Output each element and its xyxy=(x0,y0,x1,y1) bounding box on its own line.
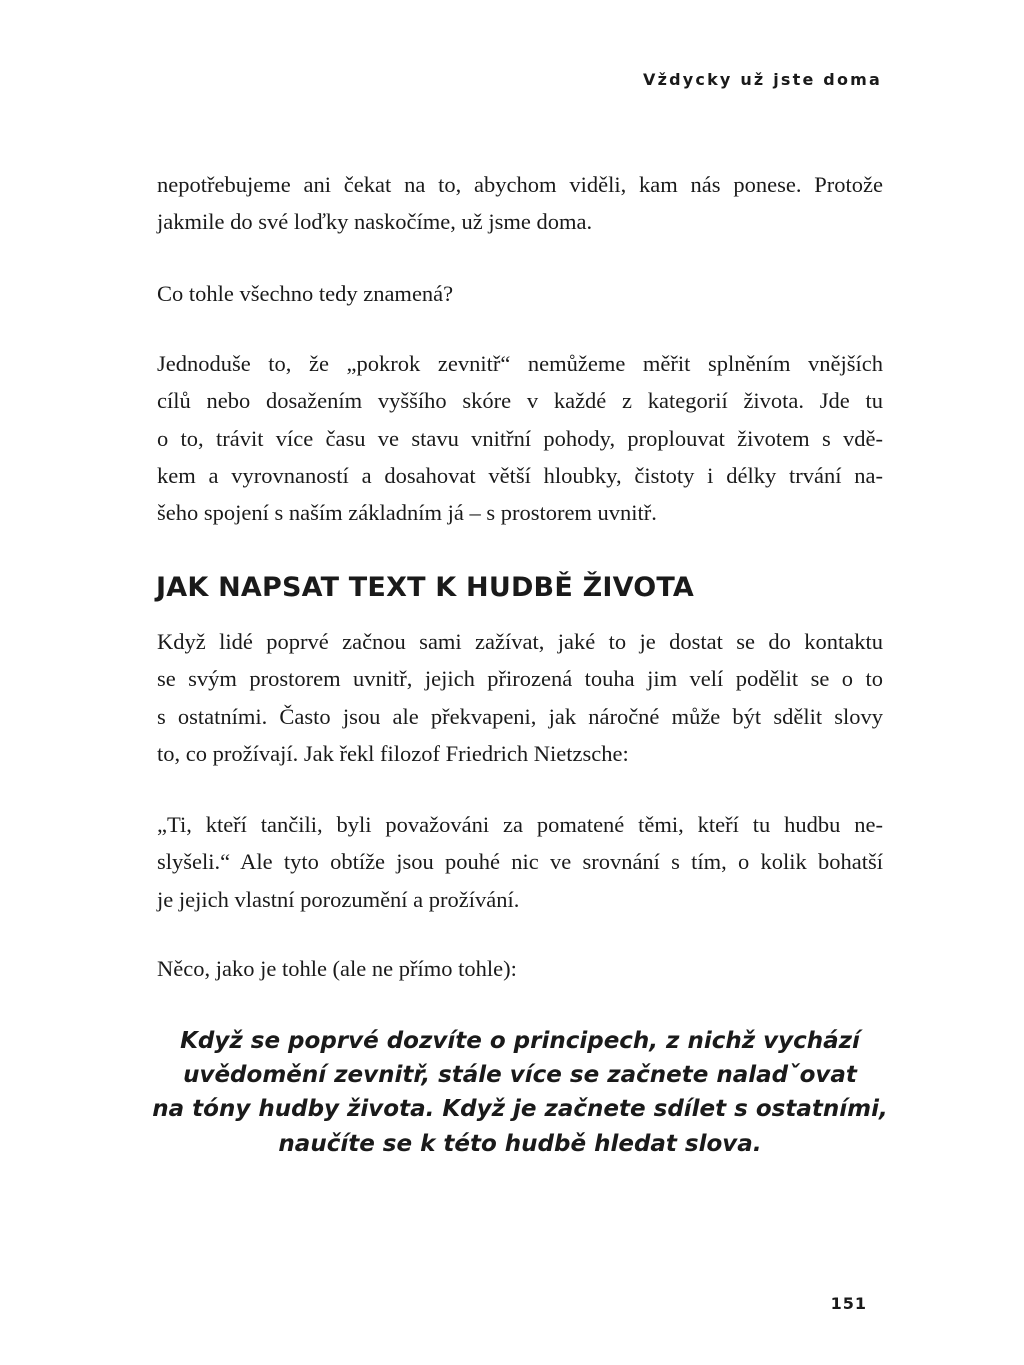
text-line: slyšeli.“ Ale tyto obtíže jsou pouhé nic ve srovnání s tím, o kolik bohatší xyxy=(157,849,883,875)
text-line: kem a vyrovnaností a dosahovat větší hloubky, čistoty i délky trvání na- xyxy=(157,462,883,488)
text-line: Když lidé poprvé začnou sami zažívat, jaké to je dostat se do kontaktu xyxy=(157,629,883,654)
text-line: nepotřebujeme ani čekat na to, abychom viděli, kam nás ponese. Protože xyxy=(157,172,883,197)
text-line: se svým prostorem uvnitř, jejich přirozená touha jim velí podělit se o to xyxy=(157,666,883,692)
paragraph-5 xyxy=(157,806,883,918)
paragraph-6 xyxy=(157,950,883,987)
paragraph-2 xyxy=(157,275,883,312)
highlighted-quote xyxy=(120,1024,920,1161)
running-head: Vždycky už jste doma xyxy=(643,70,882,89)
page-number: 151 xyxy=(830,1294,867,1313)
text-line: s ostatními. Často jsou ale překvapeni, jak náročné může být sdělit slovy xyxy=(157,703,883,729)
text-line: je jejich vlastní porozumění a prožívání. xyxy=(157,886,520,912)
text-line: šeho spojení s naším základním já – s prostorem uvnitř. xyxy=(157,500,657,526)
quote-line: uvědomění zevnitř, stále více se začnete naladˇovat xyxy=(183,1062,857,1089)
text-line: Něco, jako je tohle (ale ne přímo tohle): xyxy=(157,956,517,981)
text-line: Jednoduše to, že „pokrok zevnitř“ nemůžeme měřit splněním vnějších xyxy=(157,351,883,376)
quote-line: Když se poprvé dozvíte o principech, z nichž vychází xyxy=(180,1028,860,1054)
section-heading: JAK NAPSAT TEXT K HUDBĚ ŽIVOTA xyxy=(156,572,694,603)
quote-line: na tóny hudby života. Když je začnete sdílet s ostatními, xyxy=(152,1096,888,1123)
paragraph-4 xyxy=(157,623,883,772)
quote-line: naučíte se k této hudbě hledat slova. xyxy=(278,1130,762,1157)
text-line: Co tohle všechno tedy znamená? xyxy=(157,281,454,306)
paragraph-3 xyxy=(157,345,883,531)
text-line: o to, trávit více času ve stavu vnitřní pohody, proplouvat životem s vdě- xyxy=(157,425,883,451)
text-line: „Ti, kteří tančili, byli považováni za pomatené těmi, kteří tu hudbu ne- xyxy=(157,812,883,837)
paragraph-1 xyxy=(157,166,883,241)
text-line: jakmile do své loďky naskočíme, už jsme doma. xyxy=(157,209,593,235)
text-line: cílů nebo dosažením vyššího skóre v každé z kategorií života. Jde tu xyxy=(157,388,883,414)
text-line: to, co prožívají. Jak řekl filozof Friedrich Nietzsche: xyxy=(157,740,629,766)
